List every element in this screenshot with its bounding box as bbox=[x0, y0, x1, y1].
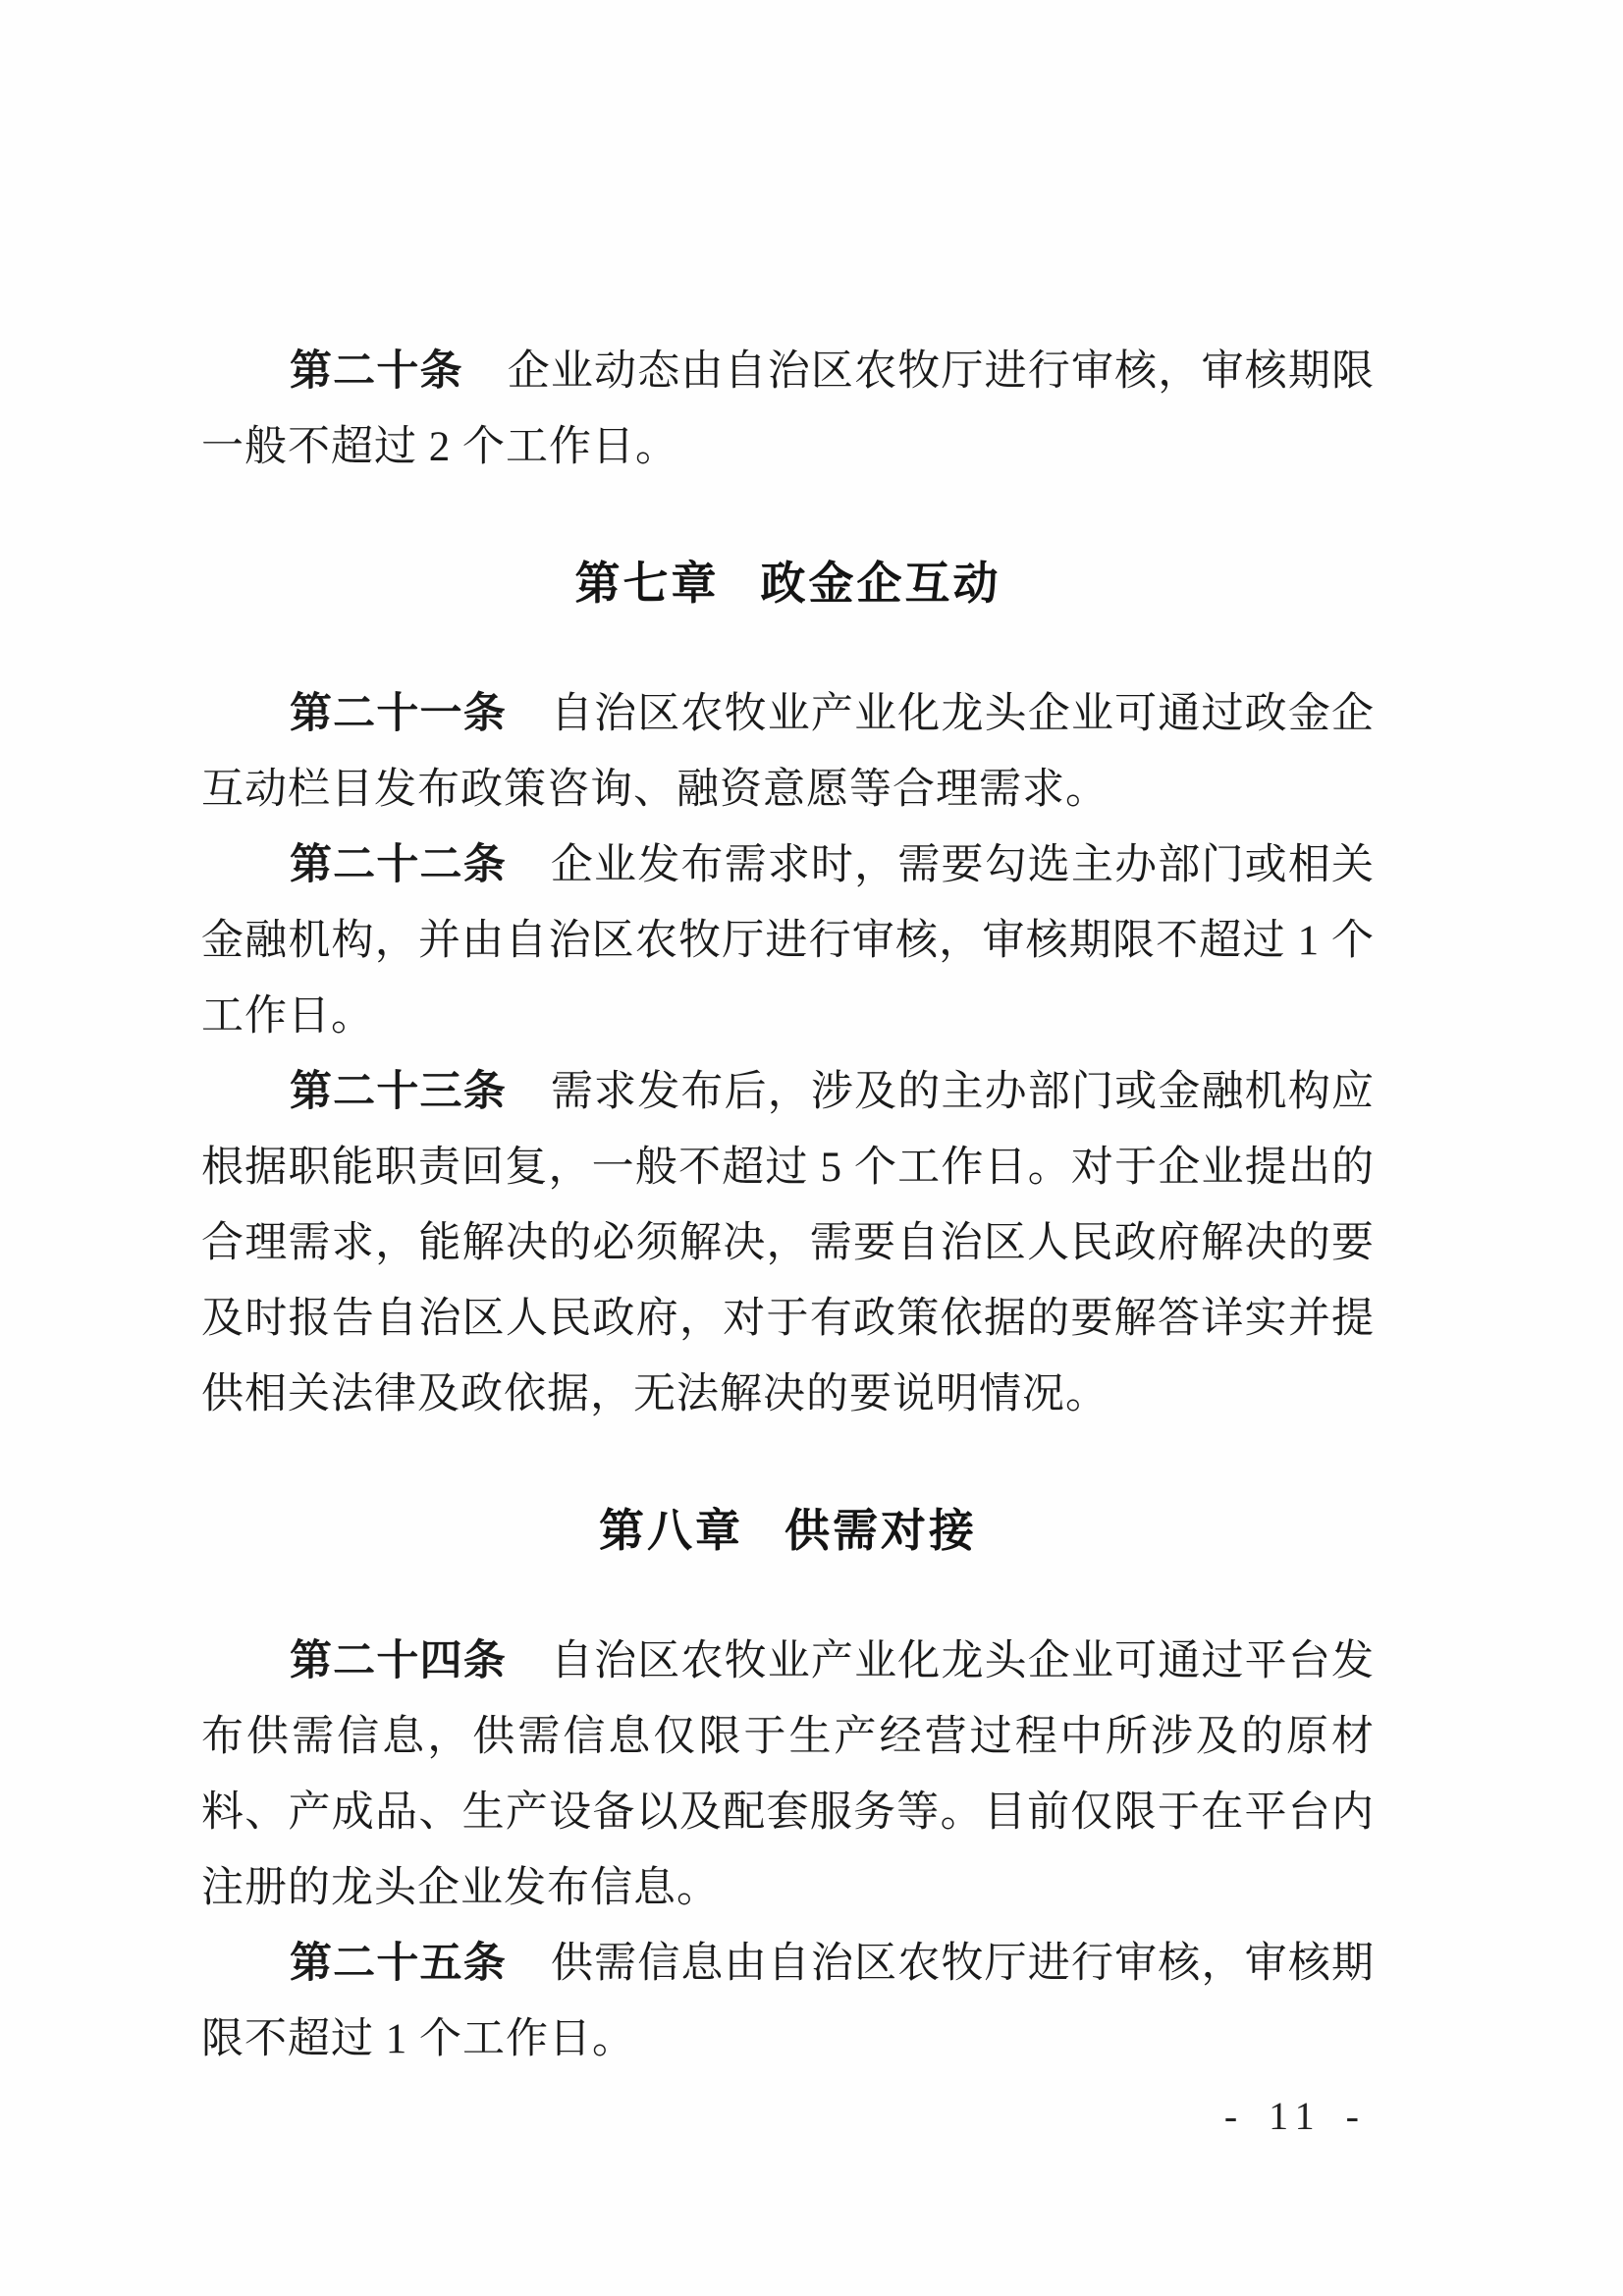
document-body bbox=[201, 334, 1375, 2141]
article-20-text: 企业动态由自治区农牧厅进行审核，审核期限一般不超过 2 个工作日。 bbox=[201, 348, 1376, 470]
article-23-text: 需求发布后，涉及的主办部门或金融机构应根据职能职责回复，一般不超过 5 个工作日。对于企业提出的合理需求，能解决的必须解决，需要自治区人民政府解决的要及时报告自治区人民政府，对于有政策依据的要解答详实并提供相关法律及政依据，无法解决的要说明情况。 bbox=[201, 1069, 1376, 1417]
article-20-paragraph bbox=[201, 334, 1375, 485]
article-22-paragraph bbox=[201, 828, 1375, 1054]
article-24-number: 第二十四条 bbox=[290, 1638, 507, 1684]
article-25-number: 第二十五条 bbox=[290, 1941, 507, 1987]
article-24-text: 自治区农牧业产业化龙头企业可通过平台发布供需信息，供需信息仅限于生产经营过程中所涉及的原材料、产成品、生产设备以及配套服务等。目前仅限于在平台内注册的龙头企业发布信息。 bbox=[201, 1638, 1376, 1911]
article-25-paragraph bbox=[201, 1926, 1375, 2077]
article-21-text: 自治区农牧业产业化龙头企业可通过政金企互动栏目发布政策咨询、融资意愿等合理需求。 bbox=[201, 691, 1376, 813]
article-23-paragraph bbox=[201, 1054, 1375, 1432]
chapter-8-title: 供需对接 bbox=[784, 1505, 977, 1556]
chapter-7-label: 第七章 bbox=[574, 558, 720, 609]
chapter-7-title: 政金企互动 bbox=[760, 558, 1001, 609]
article-24-paragraph bbox=[201, 1624, 1375, 1926]
chapter-7-heading bbox=[201, 544, 1375, 622]
page-number: - 11 - bbox=[1223, 2094, 1367, 2138]
article-20-number: 第二十条 bbox=[290, 348, 463, 395]
article-22-number: 第二十二条 bbox=[290, 842, 507, 888]
article-22-text: 企业发布需求时，需要勾选主办部门或相关金融机构，并由自治区农牧厅进行审核，审核期限不超过 1 个工作日。 bbox=[201, 842, 1376, 1040]
chapter-8-heading bbox=[201, 1491, 1375, 1570]
article-21-number: 第二十一条 bbox=[290, 691, 507, 737]
chapter-8-label: 第八章 bbox=[599, 1505, 743, 1556]
article-25-text: 供需信息由自治区农牧厅进行审核，审核期限不超过 1 个工作日。 bbox=[201, 1941, 1376, 2062]
article-23-number: 第二十三条 bbox=[290, 1069, 507, 1115]
article-21-paragraph bbox=[201, 676, 1375, 828]
